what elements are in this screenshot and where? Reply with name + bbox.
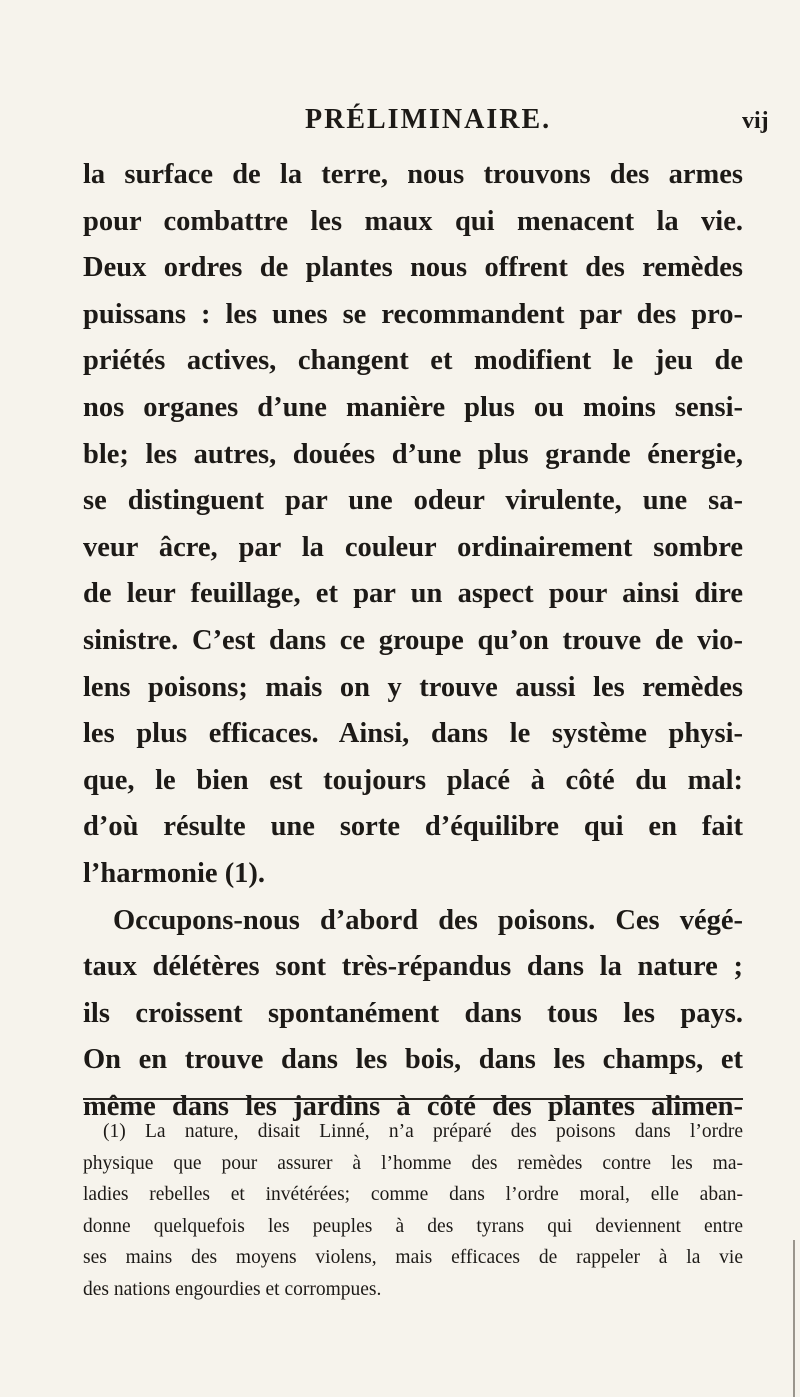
text-line: lens poisons; mais on y trouve aussi les remèdes: [83, 671, 743, 703]
text-line: que, le bien est toujours placé à côté du mal:: [83, 764, 743, 796]
text-line: taux délétères sont très-répandus dans la nature ;: [83, 951, 743, 983]
footnote-line: donne quelquefois les peuples à des tyrans qui deviennent entre: [83, 1215, 743, 1237]
text-line: de leur feuillage, et par un aspect pour ainsi dire: [83, 578, 743, 610]
page-edge-line: [793, 1240, 795, 1397]
text-line-paragraph-end: l’harmonie (1).: [83, 857, 266, 889]
text-line: ble; les autres, douées d’une plus grande énergie,: [83, 438, 743, 470]
footnote: [83, 1116, 743, 1306]
text-line: la surface de la terre, nous trouvons des armes: [83, 159, 743, 190]
footnote-line: ses mains des moyens violens, mais efficaces de rappeler à la vie: [83, 1247, 743, 1269]
footnote-line: (1) La nature, disait Linné, n’a préparé des poisons dans l’ordre: [103, 1121, 743, 1142]
text-line: nos organes d’une manière plus ou moins sensi-: [83, 391, 743, 423]
page-number: vij: [742, 108, 769, 134]
text-line: On en trouve dans les bois, dans les champs, et: [83, 1044, 743, 1076]
footnote-line: physique que pour assurer à l’homme des remèdes contre les ma-: [83, 1152, 743, 1174]
running-title: PRÉLIMINAIRE.: [305, 104, 552, 135]
body-text: [83, 152, 743, 1130]
footnote-line: des nations engourdies et corrompues.: [83, 1278, 382, 1300]
text-line: veur âcre, par la couleur ordinairement sombre: [83, 531, 743, 563]
text-line: les plus efficaces. Ainsi, dans le système physi-: [83, 718, 743, 750]
text-line: puissans : les unes se recommandent par des pro-: [83, 298, 743, 330]
text-line: même dans les jardins à côté des plantes alimen-: [83, 1090, 743, 1122]
text-line: d’où résulte une sorte d’équilibre qui en fait: [83, 811, 743, 843]
footnote-line: ladies rebelles et invétérées; comme dans l’ordre moral, elle aban-: [83, 1184, 743, 1206]
text-line: sinistre. C’est dans ce groupe qu’on trouve de vio-: [83, 624, 743, 656]
text-line: priétés actives, changent et modifient le jeu de: [83, 345, 743, 377]
text-line-paragraph-start: Occupons-nous d’abord des poisons. Ces végé-: [113, 904, 743, 936]
text-line: Deux ordres de plantes nous offrent des remèdes: [83, 252, 743, 284]
footnote-divider: [83, 1098, 743, 1100]
text-line: pour combattre les maux qui menacent la vie.: [83, 205, 743, 237]
text-line: ils croissent spontanément dans tous les pays.: [83, 997, 743, 1029]
page-header: [0, 104, 800, 144]
text-line: se distinguent par une odeur virulente, une sa-: [83, 485, 743, 517]
